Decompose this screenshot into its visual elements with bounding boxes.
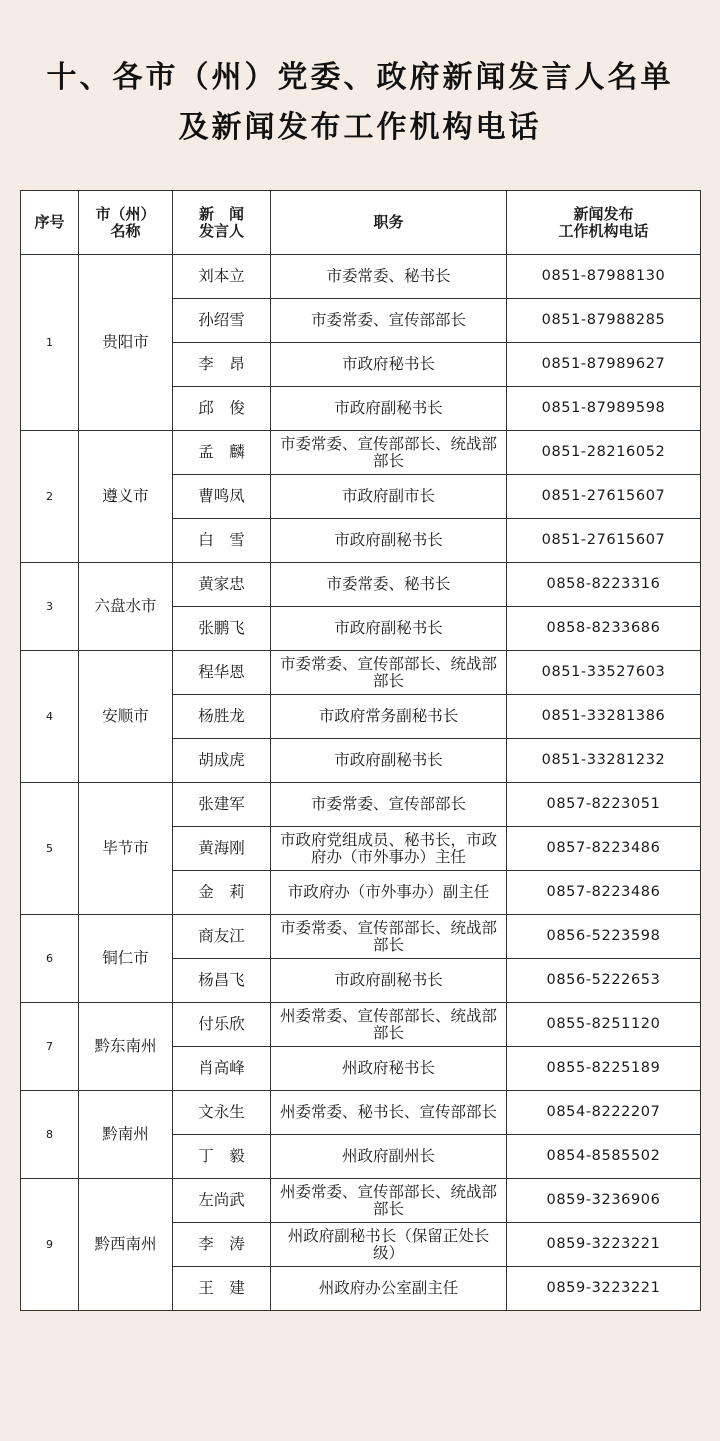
press-office-phone: 0859-3223221	[507, 1267, 701, 1311]
spokesperson-name: 金 莉	[173, 871, 271, 915]
header-duty: 职务	[271, 191, 507, 255]
duty-title: 市政府办（市外事办）副主任	[271, 871, 507, 915]
city-name: 黔东南州	[79, 1003, 173, 1091]
press-office-phone: 0854-8222207	[507, 1091, 701, 1135]
press-office-phone: 0856-5222653	[507, 959, 701, 1003]
spokesperson-name: 左尚武	[173, 1179, 271, 1223]
press-office-phone: 0854-8585502	[507, 1135, 701, 1179]
spokesperson-name: 胡成虎	[173, 739, 271, 783]
row-number: 6	[21, 915, 79, 1003]
spokesperson-name: 付乐欣	[173, 1003, 271, 1047]
duty-title: 州政府办公室副主任	[271, 1267, 507, 1311]
spokesperson-name: 丁 毅	[173, 1135, 271, 1179]
row-number: 2	[21, 431, 79, 563]
press-office-phone: 0851-87989598	[507, 387, 701, 431]
duty-title: 州委常委、宣传部部长、统战部部长	[271, 1003, 507, 1047]
press-office-phone: 0857-8223486	[507, 871, 701, 915]
header-city-line2: 名称	[110, 221, 141, 240]
city-name: 遵义市	[79, 431, 173, 563]
header-city	[79, 191, 173, 255]
spokesperson-name: 孟 麟	[173, 431, 271, 475]
spokesperson-name: 张鹏飞	[173, 607, 271, 651]
table-row	[21, 1003, 701, 1047]
duty-title: 州委常委、秘书长、宣传部部长	[271, 1091, 507, 1135]
row-number: 7	[21, 1003, 79, 1091]
spokesperson-name: 邱 俊	[173, 387, 271, 431]
spokesperson-name: 李 涛	[173, 1223, 271, 1267]
spokesperson-name: 杨昌飞	[173, 959, 271, 1003]
duty-title: 市委常委、宣传部部长、统战部部长	[271, 915, 507, 959]
press-office-phone: 0858-8233686	[507, 607, 701, 651]
city-name: 六盘水市	[79, 563, 173, 651]
duty-title: 市政府副秘书长	[271, 519, 507, 563]
press-office-phone: 0851-87988285	[507, 299, 701, 343]
duty-title: 市政府副市长	[271, 475, 507, 519]
table-body	[21, 255, 701, 1311]
spokesperson-name: 文永生	[173, 1091, 271, 1135]
spokesperson-name: 杨胜龙	[173, 695, 271, 739]
table-row	[21, 783, 701, 827]
header-name-line2: 发言人	[198, 221, 244, 240]
page-title-line-2: 及新闻发布工作机构电话	[178, 110, 542, 145]
row-number: 9	[21, 1179, 79, 1311]
duty-title: 市政府常务副秘书长	[271, 695, 507, 739]
spokesperson-name: 商友江	[173, 915, 271, 959]
spokesperson-name: 刘本立	[173, 255, 271, 299]
header-city-line1: 市（州）	[95, 204, 156, 223]
row-number: 8	[21, 1091, 79, 1179]
header-no: 序号	[21, 191, 79, 255]
duty-title: 市委常委、秘书长	[271, 255, 507, 299]
city-name: 黔西南州	[79, 1179, 173, 1311]
press-office-phone: 0857-8223051	[507, 783, 701, 827]
table-row	[21, 651, 701, 695]
press-office-phone: 0855-8225189	[507, 1047, 701, 1091]
duty-title: 市政府副秘书长	[271, 387, 507, 431]
press-office-phone: 0858-8223316	[507, 563, 701, 607]
duty-title: 市政府党组成员、秘书长，市政府办（市外事办）主任	[271, 827, 507, 871]
header-tel-line2: 工作机构电话	[558, 221, 649, 240]
table-row	[21, 255, 701, 299]
spokesperson-name: 肖高峰	[173, 1047, 271, 1091]
press-office-phone: 0859-3223221	[507, 1223, 701, 1267]
spokesperson-name: 孙绍雪	[173, 299, 271, 343]
city-name: 贵阳市	[79, 255, 173, 431]
spokesperson-name: 张建军	[173, 783, 271, 827]
table-row	[21, 915, 701, 959]
table-row	[21, 1091, 701, 1135]
press-office-phone: 0851-87989627	[507, 343, 701, 387]
spokesperson-name: 曹鸣凤	[173, 475, 271, 519]
duty-title: 市政府副秘书长	[271, 607, 507, 651]
city-name: 黔南州	[79, 1091, 173, 1179]
duty-title: 市委常委、宣传部部长、统战部部长	[271, 431, 507, 475]
city-name: 铜仁市	[79, 915, 173, 1003]
table-header-row	[21, 191, 701, 255]
row-number: 1	[21, 255, 79, 431]
press-office-phone: 0855-8251120	[507, 1003, 701, 1047]
press-office-phone: 0857-8223486	[507, 827, 701, 871]
press-office-phone: 0851-27615607	[507, 519, 701, 563]
table-row	[21, 431, 701, 475]
press-office-phone: 0851-27615607	[507, 475, 701, 519]
duty-title: 州政府秘书长	[271, 1047, 507, 1091]
page-title-line-1: 十、各市（州）党委、政府新闻发言人名单	[46, 60, 674, 95]
duty-title: 市政府秘书长	[271, 343, 507, 387]
row-number: 4	[21, 651, 79, 783]
duty-title: 市委常委、宣传部部长	[271, 299, 507, 343]
duty-title: 州政府副秘书长（保留正处长级）	[271, 1223, 507, 1267]
header-tel-line1: 新闻发布	[573, 204, 634, 223]
duty-title: 市委常委、宣传部部长、统战部部长	[271, 651, 507, 695]
spokesperson-name: 王 建	[173, 1267, 271, 1311]
duty-title: 市委常委、宣传部部长	[271, 783, 507, 827]
press-office-phone: 0856-5223598	[507, 915, 701, 959]
row-number: 3	[21, 563, 79, 651]
city-name: 毕节市	[79, 783, 173, 915]
press-office-phone: 0851-28216052	[507, 431, 701, 475]
press-office-phone: 0851-33281386	[507, 695, 701, 739]
duty-title: 州委常委、宣传部部长、统战部部长	[271, 1179, 507, 1223]
duty-title: 市政府副秘书长	[271, 959, 507, 1003]
header-spokesperson	[173, 191, 271, 255]
spokesperson-name: 白 雪	[173, 519, 271, 563]
press-office-phone: 0851-87988130	[507, 255, 701, 299]
spokesperson-name: 李 昂	[173, 343, 271, 387]
spokesperson-name: 黄海刚	[173, 827, 271, 871]
table-row	[21, 1179, 701, 1223]
spokesperson-name: 程华恩	[173, 651, 271, 695]
header-name-line1: 新 闻	[198, 204, 244, 223]
spokesperson-name: 黄家忠	[173, 563, 271, 607]
row-number: 5	[21, 783, 79, 915]
duty-title: 市政府副秘书长	[271, 739, 507, 783]
header-phone	[507, 191, 701, 255]
city-name: 安顺市	[79, 651, 173, 783]
duty-title: 市委常委、秘书长	[271, 563, 507, 607]
table-row	[21, 563, 701, 607]
duty-title: 州政府副州长	[271, 1135, 507, 1179]
press-office-phone: 0851-33527603	[507, 651, 701, 695]
press-office-phone: 0859-3236906	[507, 1179, 701, 1223]
spokesperson-table	[20, 190, 701, 1311]
press-office-phone: 0851-33281232	[507, 739, 701, 783]
